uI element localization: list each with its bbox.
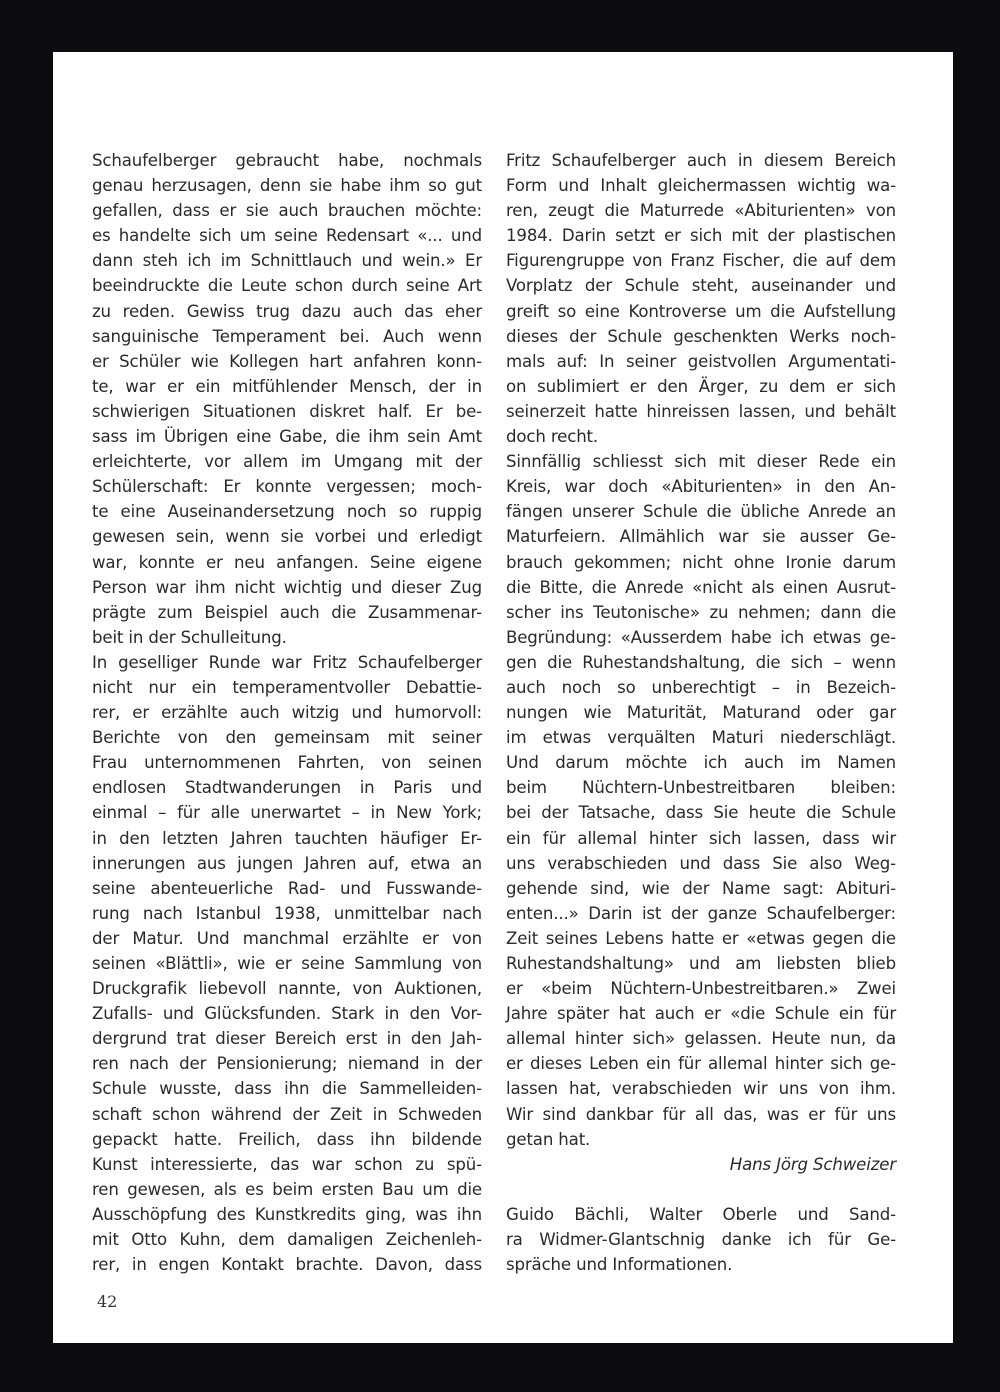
text-line: gefallen, dass er sie auch brauchen möchte: — [92, 201, 482, 221]
text-line: Wir sind dankbar für all das, was er für uns — [506, 1104, 896, 1124]
text-line: rer, er erzählte auch witzig und humorvoll: — [92, 703, 482, 723]
text-line: te, war er ein mitfühlender Mensch, der in — [92, 376, 482, 396]
text-line: sanguinische Temperament bei. Auch wenn — [92, 326, 482, 346]
text-line: bei der Tatsache, dass Sie heute die Schule — [506, 803, 896, 823]
text-line: die Bitte, die Anrede «nicht als einen Ausrut- — [506, 577, 896, 597]
text-line: Begründung: «Ausserdem habe ich etwas ge- — [506, 627, 896, 647]
right-column-body — [506, 148, 896, 1152]
text-line: uns verabschieden und dass Sie also Weg- — [506, 853, 896, 873]
acknowledgement-line: ra Widmer-Glantschnig danke ich für Ge- — [506, 1229, 896, 1249]
acknowledgement — [506, 1202, 896, 1277]
text-line: rung nach Istanbul 1938, unmittelbar nach — [92, 903, 482, 923]
text-line: Frau unternommenen Fahrten, von seinen — [92, 753, 482, 773]
text-line: nungen wie Maturität, Maturand oder gar — [506, 703, 896, 723]
text-line: dergrund trat dieser Bereich erst in den Jah- — [92, 1029, 482, 1049]
text-line: Schule wusste, dass ihn die Sammelleiden- — [92, 1079, 482, 1099]
text-line: der Matur. Und manchmal erzählte er von — [92, 928, 482, 948]
text-line: er Schüler wie Kollegen hart anfahren konn- — [92, 351, 482, 371]
text-line: einmal – für alle unerwartet – in New York; — [92, 803, 482, 823]
text-line: Zeit seines Lebens hatte er «etwas gegen die — [506, 928, 896, 948]
text-line: in den letzten Jahren tauchten häufiger Er- — [92, 828, 482, 848]
right-column — [506, 148, 896, 1277]
text-line: Person war ihm nicht wichtig und dieser Zug — [92, 577, 482, 597]
text-line: prägte zum Beispiel auch die Zusammenar- — [92, 602, 482, 622]
page-number: 42 — [97, 1292, 118, 1311]
text-line: sass im Übrigen eine Gabe, die ihm sein Amt — [92, 427, 482, 447]
text-line: nicht nur ein temperamentvoller Debattie- — [92, 677, 482, 697]
text-line: ren nach der Pensionierung; niemand in der — [92, 1054, 482, 1074]
text-line: Sinnfällig schliesst sich mit dieser Rede ein — [506, 452, 896, 472]
text-line: gepackt hatte. Freilich, dass ihn bildende — [92, 1129, 482, 1149]
text-line: Zufalls- und Glücksfunden. Stark in den Vor- — [92, 1004, 482, 1024]
text-line: endlosen Stadtwanderungen in Paris und — [92, 778, 482, 798]
text-line: auch noch so unberechtigt – in Bezeich- — [506, 677, 896, 697]
text-line: zu reden. Gewiss trug dazu auch das eher — [92, 301, 482, 321]
text-line: fängen unserer Schule die übliche Anrede an — [506, 502, 896, 522]
text-line: In geselliger Runde war Fritz Schaufelberger — [92, 652, 482, 672]
text-line: schaft schon während der Zeit in Schweden — [92, 1104, 482, 1124]
text-line: Vorplatz der Schule steht, auseinander und — [506, 276, 896, 296]
spacer — [506, 1177, 896, 1202]
text-line: er «beim Nüchtern-Unbestreitbaren.» Zwei — [506, 979, 896, 999]
text-line: te eine Auseinandersetzung noch so ruppig — [92, 502, 482, 522]
text-line: Ausschöpfung des Kunstkredits ging, was ihn — [92, 1204, 482, 1224]
text-line: greift so eine Kontroverse um die Aufstellung — [506, 301, 896, 321]
text-line: beim Nüchtern-Unbestreitbaren bleiben: — [506, 778, 896, 798]
acknowledgement-line: Guido Bächli, Walter Oberle und Sand- — [506, 1204, 896, 1224]
text-line: dieses der Schule geschenkten Werks noch- — [506, 326, 896, 346]
text-line: Form und Inhalt gleichermassen wichtig wa- — [506, 176, 896, 196]
text-line: ren gewesen, als es beim ersten Bau um die — [92, 1179, 482, 1199]
text-line: beit in der Schulleitung. — [92, 627, 287, 647]
text-line: on sublimiert er den Ärger, zu dem er sich — [506, 376, 896, 396]
text-line: er dieses Leben ein für allemal hinter sich ge- — [506, 1054, 896, 1074]
text-line: Jahre später hat auch er «die Schule ein für — [506, 1004, 896, 1024]
text-line: Kreis, war doch «Abiturienten» in den An- — [506, 477, 896, 497]
text-line: rer, in engen Kontakt brachte. Davon, dass — [92, 1255, 482, 1275]
text-line: Schaufelberger gebraucht habe, nochmals — [92, 151, 482, 170]
text-line: seine abenteuerliche Rad- und Fusswande- — [92, 878, 482, 898]
text-line: brauch gekommen; nicht ohne Ironie darum — [506, 552, 896, 572]
text-line: seinerzeit hatte hinreissen lassen, und behält — [506, 401, 896, 421]
text-line: genau herzusagen, denn sie habe ihm so gut — [92, 176, 482, 196]
text-line: ren, zeugt die Maturrede «Abiturienten» von — [506, 201, 896, 221]
text-line: innerungen aus jungen Jahren auf, etwa an — [92, 853, 482, 873]
text-line: seinen «Blättli», wie er seine Sammlung von — [92, 954, 482, 973]
text-line: erleichterte, vor allem im Umgang mit der — [92, 452, 482, 472]
author-signature: Hans Jörg Schweizer — [729, 1154, 896, 1174]
acknowledgement-line: spräche und Informationen. — [506, 1255, 733, 1275]
left-column — [92, 148, 482, 1277]
text-line: mals auf: In seiner geistvollen Argumentati- — [506, 351, 896, 371]
text-line: Druckgrafik liebevoll nannte, von Auktionen, — [92, 979, 482, 999]
text-line: mit Otto Kuhn, dem damaligen Zeichenleh- — [92, 1230, 482, 1250]
text-line: Ruhestandshaltung» und am liebsten blieb — [506, 954, 896, 973]
text-line: Schülerschaft: Er konnte vergessen; moch- — [92, 477, 482, 497]
text-line: getan hat. — [506, 1129, 591, 1149]
text-line: Und darum möchte ich auch im Namen — [506, 753, 896, 773]
document-page — [53, 52, 953, 1343]
text-line: Fritz Schaufelberger auch in diesem Bereich — [506, 151, 896, 170]
text-line: enten...» Darin ist der ganze Schaufelberger: — [506, 903, 896, 923]
text-line: ein für allemal hinter sich lassen, dass wir — [506, 828, 896, 848]
text-line: Kunst interessierte, das war schon zu spü- — [92, 1154, 482, 1174]
text-line: Berichte von den gemeinsam mit seiner — [92, 728, 482, 748]
text-line: es handelte sich um seine Redensart «... und — [92, 226, 482, 246]
text-line: gewesen sein, wenn sie vorbei und erledigt — [92, 527, 482, 547]
text-line: scher ins Teutonische» zu nehmen; dann die — [506, 602, 896, 622]
text-line: beeindruckte die Leute schon durch seine Art — [92, 276, 482, 296]
text-line: doch recht. — [506, 427, 599, 447]
text-line: allemal hinter sich» gelassen. Heute nun, da — [506, 1029, 896, 1049]
text-line: gen die Ruhestandshaltung, die sich – wenn — [506, 652, 896, 672]
text-line: Figurengruppe von Franz Fischer, die auf dem — [506, 251, 896, 271]
text-line: lassen hat, verabschieden wir uns von ihm. — [506, 1079, 896, 1099]
text-line: 1984. Darin setzt er sich mit der plastischen — [506, 226, 896, 246]
text-line: war, konnte er neu anfangen. Seine eigene — [92, 552, 482, 572]
text-line: Maturfeiern. Allmählich war sie ausser Ge- — [506, 527, 896, 547]
text-line: dann steh ich im Schnittlauch und wein.» Er — [92, 251, 482, 271]
text-line: im etwas verquälten Maturi niederschlägt. — [506, 728, 896, 748]
text-line: gehende sind, wie der Name sagt: Abituri- — [506, 878, 896, 898]
text-line: schwierigen Situationen diskret half. Er be- — [92, 401, 482, 421]
